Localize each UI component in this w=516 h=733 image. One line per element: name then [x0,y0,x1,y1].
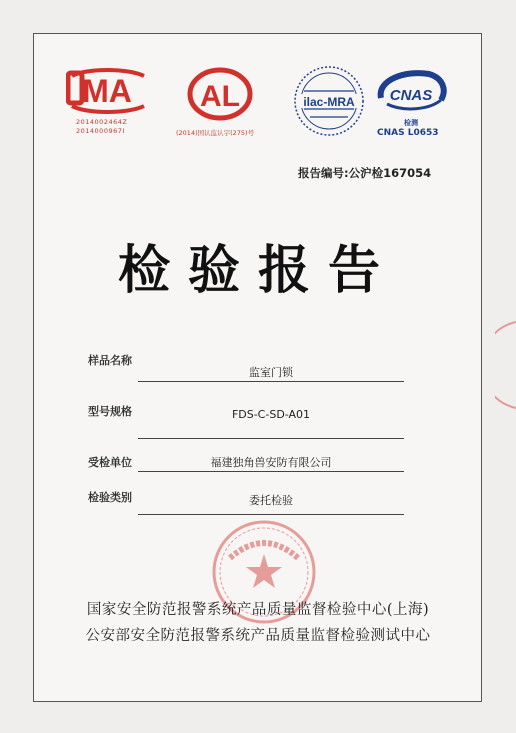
field-label: 型号规格 [88,405,132,418]
cal-approval-number: (2014)国认监认字(275)号 [176,129,255,137]
cnas-code: CNAS L0653 [377,128,439,138]
cma-number-2: 2014000967I [76,127,125,135]
report-title: 检验报告 [117,240,398,301]
field-label: 样品名称 [88,354,132,367]
cal-mark: AL [200,80,240,113]
field-value: FDS-C-SD-A01 [231,408,311,421]
ilac-mra-logo-icon [292,64,366,138]
cnas-mark: CNAS [389,87,433,104]
field-underline [138,471,404,472]
cma-number-1: 2014002464Z [76,118,128,126]
field-underline [138,438,404,439]
field-value: 福建独角兽安防有限公司 [210,456,332,469]
field-label: 检验类别 [88,491,132,504]
cma-logo-icon [66,68,148,114]
field-value: 监室门锁 [249,366,293,379]
issuing-organization-2: 公安部安全防范报警系统产品质量监督检验测试中心 [85,628,431,644]
field-label: 受检单位 [88,456,132,469]
field-underline [138,514,404,515]
cnas-logo-icon [373,68,449,118]
field-value: 委托检验 [249,494,293,507]
field-underline [138,381,404,382]
cal-logo-icon [186,66,254,124]
issuing-organization-1: 国家安全防范报警系统产品质量监督检验中心(上海) [86,602,430,618]
cnas-sub-label: 检测 [404,119,418,127]
edge-seal-fragment-icon [495,320,516,414]
report-number: 报告编号:公沪检167054 [298,166,432,180]
ilac-mark: ilac-MRA [303,95,355,109]
cma-mark: MA [82,73,132,109]
